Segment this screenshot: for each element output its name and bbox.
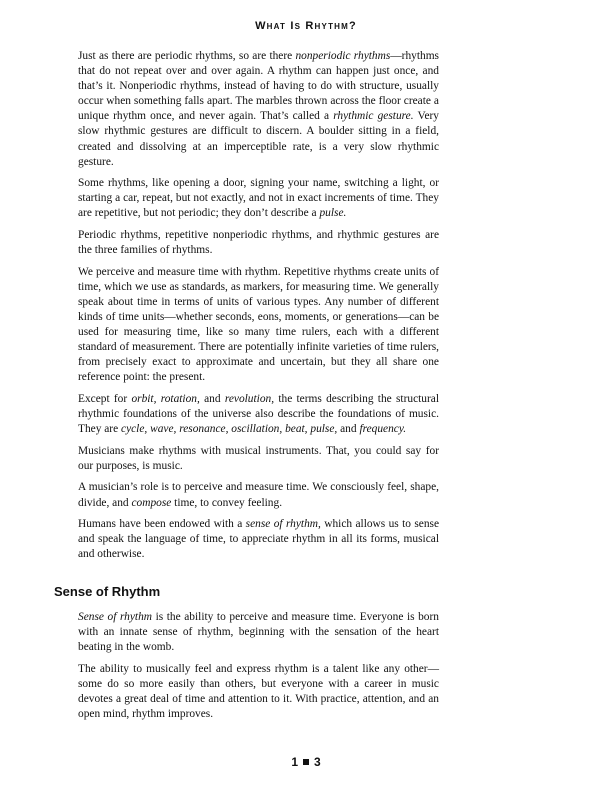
chapter-number: 1: [291, 755, 298, 769]
italic-term: revolution,: [224, 392, 275, 405]
italic-term: orbit, rotation,: [131, 392, 200, 405]
section-heading: Sense of Rhythm: [54, 584, 161, 599]
paragraph: Just as there are periodic rhythms, so are there nonperiodic rhythms—rhythms that do not repeat over and over again. A rhythm can happen just once, and that’s it. Nonperiodic rhythms, instead of having to do with structure, usually occur when something falls apart. The marbles thrown across the floor create a unique rhythm once, and never again. That’s called a rhythmic gesture. Very slow rhythmic gestures are difficult to discern. A boulder sitting in a field, created and dissolving at an imperceptible rate, is a very slow rhythmic gesture.: [78, 50, 439, 168]
paragraph: Sense of rhythm is the ability to perceive and measure time. Everyone is born with an innate sense of rhythm, beginning with the sensation of the heart beating in the womb.: [78, 611, 439, 654]
body-text: [78, 49, 439, 569]
separator-square-icon: [303, 759, 309, 765]
italic-term: compose: [131, 496, 172, 509]
italic-term: frequency.: [359, 423, 407, 436]
running-head: [0, 20, 612, 32]
paragraph: Periodic rhythms, repetitive nonperiodic rhythms, and rhythmic gestures are the three families of rhythms.: [78, 229, 439, 257]
paragraph: A musician’s role is to perceive and measure time. We consciously feel, shape, divide, and compose time, to convey feeling.: [78, 481, 439, 509]
paragraph: The ability to musically feel and express rhythm is a talent like any other—some do so more easily than others, but everyone with a career in music devotes a great deal of time and attention to it. With practice, attention, and an open mind, rhythm improves.: [78, 662, 439, 721]
italic-term: pulse.: [319, 207, 347, 220]
paragraph: Some rhythms, like opening a door, signing your name, switching a light, or starting a car, repeat, but not exactly, and not in exact increments of time. They are repetitive, but not periodic; they don’t describe a pulse.: [78, 177, 439, 220]
paragraph: Musicians make rhythms with musical instruments. That, you could say for our purposes, is music.: [78, 444, 439, 472]
italic-term: cycle, wave, resonance, oscillation, beat, pulse,: [121, 423, 338, 436]
italic-term: sense of rhythm,: [245, 518, 321, 531]
italic-term: Sense of rhythm: [78, 611, 153, 623]
paragraph: We perceive and measure time with rhythm. Repetitive rhythms create units of time, which we use as standards, as markers, for measuring time. We generally speak about time in terms of units of various types. Any number of different kinds of time units—whether seconds, eons, moments, or generations—can be used for measuring time, like so many time rulers, each with a different standard of measurement. There are potentially infinite varieties of time rulers, from precisely exact to approximate and uncertain, but they all share one reference point: the present.: [78, 265, 439, 384]
italic-term: nonperiodic rhythms: [295, 50, 391, 62]
paragraph: Except for orbit, rotation, and revolution, the terms describing the structural rhythmic foundations of the universe also describe the foundations of music. They are cycle, wave, resonance, oscillation, beat, pulse, and frequency.: [78, 392, 439, 436]
page-footer: [0, 755, 612, 769]
italic-term: rhythmic gesture.: [333, 110, 414, 123]
page-number: 3: [314, 755, 321, 769]
running-head-text: What Is Rhythm?: [255, 20, 357, 32]
paragraph: Humans have been endowed with a sense of rhythm, which allows us to sense and speak the language of time, to appreciate rhythm in all its forms, musical and otherwise.: [78, 518, 440, 561]
section-body: [78, 610, 439, 729]
